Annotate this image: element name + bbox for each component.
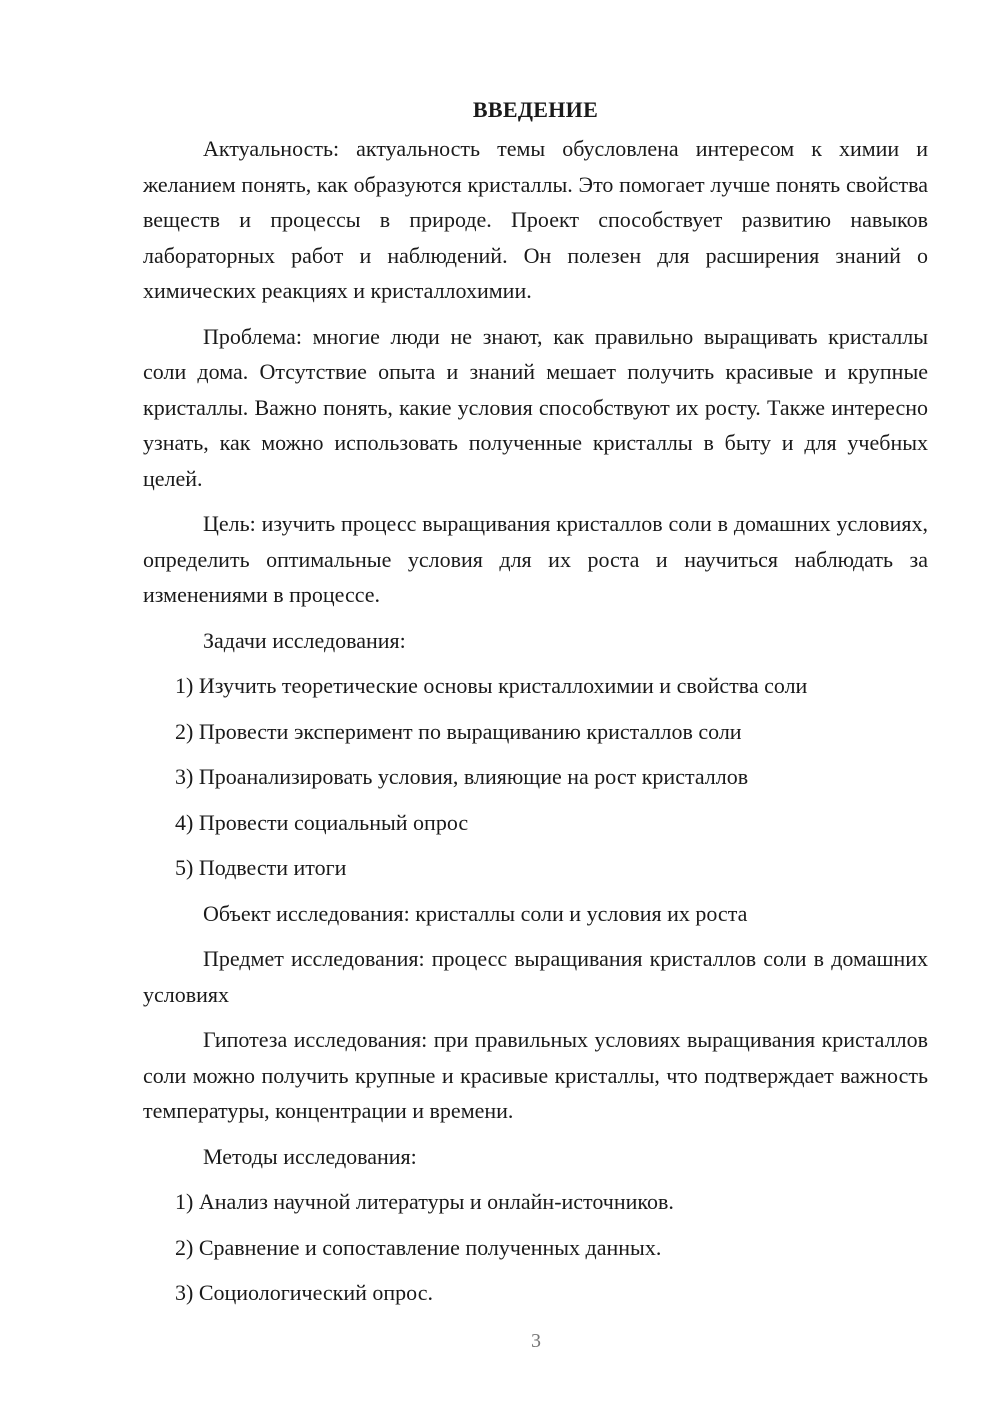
list-item: 3) Проанализировать условия, влияющие на рост кристаллов [175, 764, 749, 789]
methods-list [143, 1184, 928, 1311]
tasks-heading: Задачи исследования: [203, 627, 406, 653]
list-item: 4) Провести социальный опрос [175, 809, 469, 835]
hypothesis-paragraph: Гипотеза исследования: при правильных условиях выращивания кристаллов соли можно получить крупные и красивые кристаллы, что подтверждает важность температуры, концентрации и времени. [143, 1027, 928, 1123]
section-title: ВВЕДЕНИЕ [472, 97, 599, 122]
list-item: 1) Анализ научной литературы и онлайн-источников. [175, 1189, 674, 1214]
list-item: 3) Социологический опрос. [175, 1280, 433, 1305]
list-item: 5) Подвести итоги [175, 855, 347, 880]
problem-paragraph: Проблема: многие люди не знают, как правильно выращивать кристаллы соли дома. Отсутствие опыта и знаний мешает получить красивые и крупные кристаллы. Важно понять, какие условия способствуют их росту. Также интересно узнать, как можно использовать полученные кристаллы в быту и для учебных целей. [143, 323, 928, 491]
list-item: 2) Сравнение и сопоставление полученных данных. [175, 1234, 662, 1260]
methods-heading: Методы исследования: [203, 1143, 417, 1169]
page-number: 3 [531, 1330, 541, 1352]
tasks-list [143, 668, 928, 886]
document-page [143, 92, 928, 1321]
goal-paragraph: Цель: изучить процесс выращивания кристаллов соли в домашних условиях, определить оптимальные условия для их роста и научиться наблюдать за изменениями в процессе. [143, 511, 928, 607]
relevance-paragraph: Актуальность: актуальность темы обусловлена интересом к химии и желанием понять, как образуются кристаллы. Это помогает лучше понять свойства веществ и процессы в природе. Проект способствует развитию навыков лабораторных работ и наблюдений. Он полезен для расширения знаний о химических реакциях и кристаллохимии. [143, 136, 928, 303]
list-item: 2) Провести эксперимент по выращиванию кристаллов соли [175, 718, 742, 744]
list-item: 1) Изучить теоретические основы кристаллохимии и свойства соли [175, 673, 808, 698]
subject-paragraph: Предмет исследования: процесс выращивания кристаллов соли в домашних условиях [143, 946, 928, 1007]
object-paragraph: Объект исследования: кристаллы соли и условия их роста [203, 900, 748, 926]
